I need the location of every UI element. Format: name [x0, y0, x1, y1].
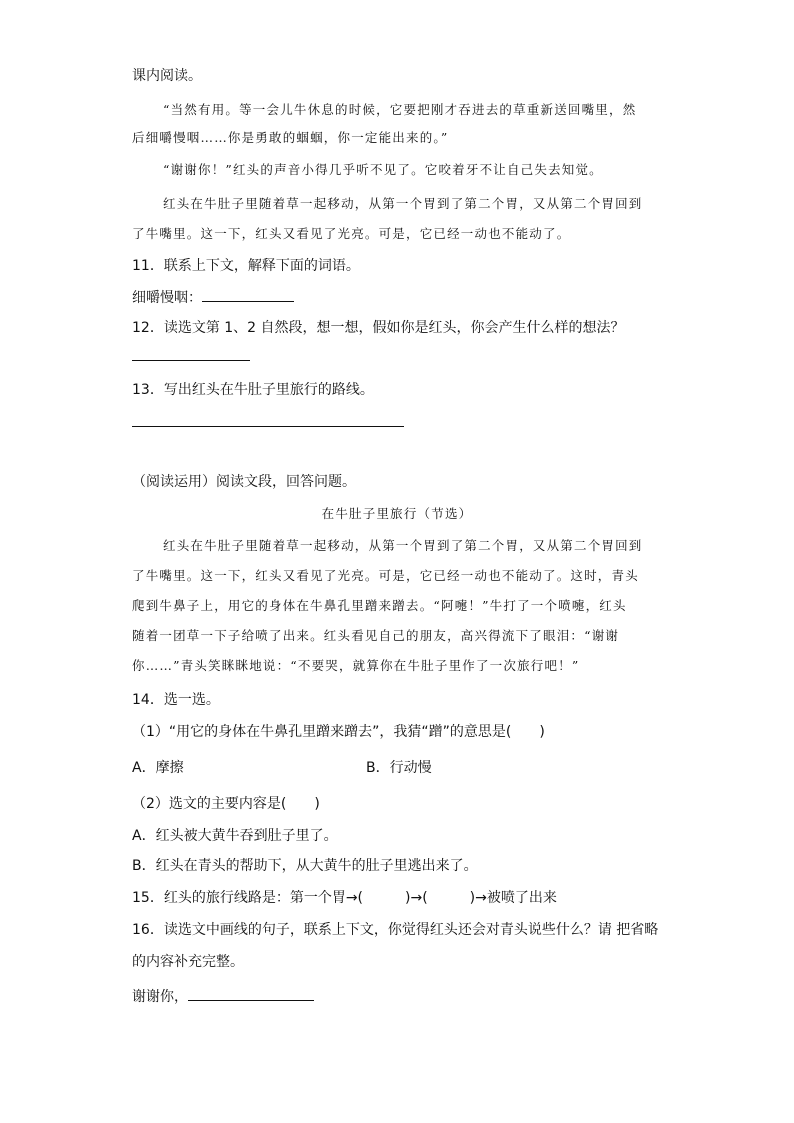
passage-line: 红头在牛肚子里随着草一起移动，从第一个胃到了第二个胃，又从第二个胃回到	[163, 538, 643, 553]
answer-prefix: 谢谢你，	[132, 989, 188, 1005]
question-16-cont: 的内容补充完整。	[132, 954, 244, 970]
answer-blank[interactable]	[132, 412, 202, 427]
option-a[interactable]: A．摩擦	[132, 760, 184, 776]
passage-line: 了牛嘴里。这一下，红头又看见了光亮。可是，它已经一动也不能动了。这时，青头	[132, 568, 639, 583]
answer-blank[interactable]	[320, 412, 404, 427]
option-b[interactable]: B．行动慢	[366, 760, 432, 776]
passage-line: “当然有用。等一会儿牛休息的时候，它要把刚才吞进去的草重新送回嘴里，然	[163, 102, 637, 117]
passage-line: 随着一团草一下子给喷了出来。红头看见自己的朋友，高兴得流下了眼泪：“谢谢	[132, 628, 620, 643]
option-a[interactable]: A．红头被大黄牛吞到肚子里了。	[132, 828, 338, 844]
question-14: 14．选一选。	[132, 692, 220, 708]
passage-line: 红头在牛肚子里随着草一起移动，从第一个胃到了第二个胃，又从第二个胃回到	[163, 196, 643, 211]
question-16: 16．读选文中画线的句子，联系上下文，你觉得红头还会对青头说些什么？请 把省略	[132, 922, 659, 938]
route-dash	[292, 416, 320, 427]
section-intro: （阅读运用）阅读文段，回答问题。	[132, 474, 356, 490]
term-label: 细嚼慢咽：	[132, 290, 202, 306]
passage-line: 你……”青头笑眯眯地说：“不要哭，就算你在牛肚子里作了一次旅行吧！”	[132, 658, 580, 673]
question-13: 13．写出红头在牛肚子里旅行的路线。	[132, 382, 374, 398]
passage-line: 爬到牛鼻子上，用它的身体在牛鼻孔里蹭来蹭去。“阿嚏！”牛打了一个喷嚏，红头	[132, 598, 627, 613]
passage-line: 了牛嘴里。这一下，红头又看见了光亮。可是，它已经一动也不能动了。	[132, 226, 571, 241]
answer-blank[interactable]	[202, 287, 294, 302]
question-11-term	[132, 287, 294, 308]
question-16-answer	[132, 986, 314, 1007]
answer-blank[interactable]	[132, 346, 250, 361]
answer-blank[interactable]	[188, 986, 314, 1001]
question-12-answer	[132, 346, 250, 367]
passage-title: 在牛肚子里旅行（节选）	[321, 506, 473, 521]
option-b[interactable]: B．红头在青头的帮助下，从大黄牛的肚子里逃出来了。	[132, 858, 478, 874]
question-13-answer	[132, 412, 404, 433]
route-dash	[202, 416, 230, 427]
question-14-1: （1）“用它的身体在牛鼻孔里蹭来蹭去”，我猜“蹭”的意思是( )	[132, 724, 545, 740]
question-14-2: （2）选文的主要内容是( )	[132, 796, 320, 812]
question-11: 11．联系上下文，解释下面的词语。	[132, 258, 360, 274]
section-title: 课内阅读。	[132, 68, 202, 84]
question-12: 12．读选文第 1、2 自然段，想一想，假如你是红头，你会产生什么样的想法？	[132, 320, 625, 336]
question-15: 15．红头的旅行线路是：第一个胃→( )→( )→被喷了出来	[132, 890, 557, 906]
passage-line: 后细嚼慢咽……你是勇敢的蝈蝈，你一定能出来的。”	[132, 130, 449, 145]
passage-line: “谢谢你！”红头的声音小得几乎听不见了。它咬着牙不让自己失去知觉。	[163, 162, 603, 177]
answer-blank[interactable]	[230, 412, 292, 427]
